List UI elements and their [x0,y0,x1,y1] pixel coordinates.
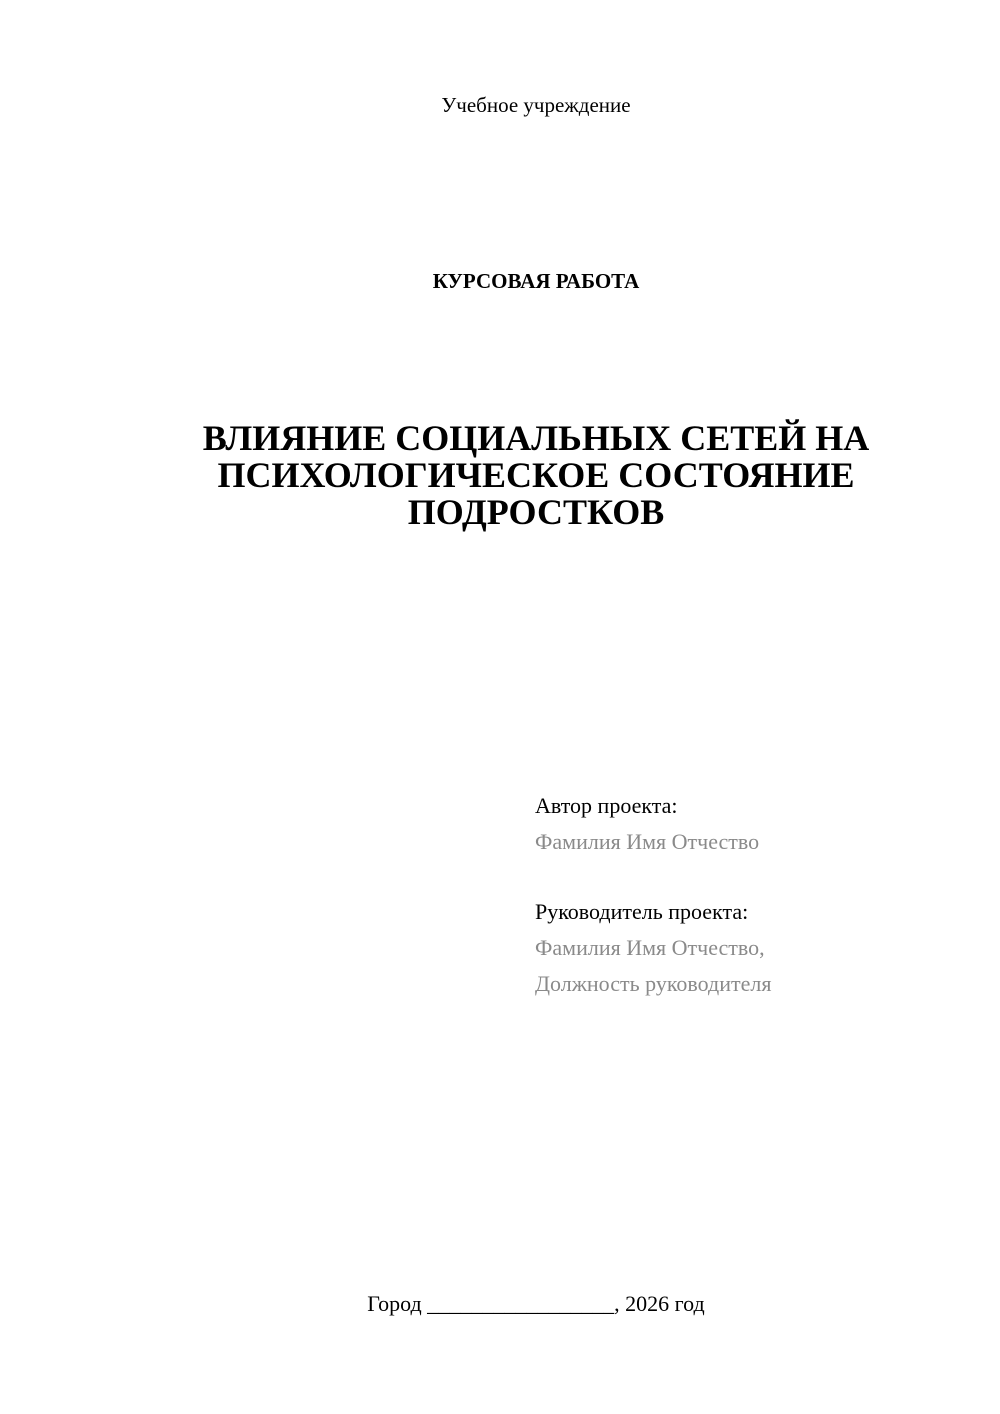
work-title-line: ПОДРОСТКОВ [407,492,665,532]
work-title [120,420,952,531]
work-type-heading: КУРСОВАЯ РАБОТА [432,269,640,293]
author-name-placeholder: Фамилия Имя Отчество [535,829,760,854]
city-label: Город [367,1291,422,1316]
city-year-line [0,1290,1000,1318]
authors-spacer [535,860,975,894]
work-title-line: ВЛИЯНИЕ СОЦИАЛЬНЫХ СЕТЕЙ НА [202,418,870,458]
city-blank-line: _________________ [427,1291,615,1316]
work-title-line: ПСИХОЛОГИЧЕСКОЕ СОСТОЯНИЕ [217,455,855,495]
year-text: , 2026 год [614,1291,705,1316]
supervisor-name-placeholder: Фамилия Имя Отчество, [535,935,765,960]
authors-block [535,788,975,1002]
supervisor-label: Руководитель проекта: [535,899,749,924]
institution-name: Учебное учреждение [441,93,631,117]
author-label: Автор проекта: [535,793,678,818]
supervisor-position-placeholder: Должность руководителя [535,971,772,996]
